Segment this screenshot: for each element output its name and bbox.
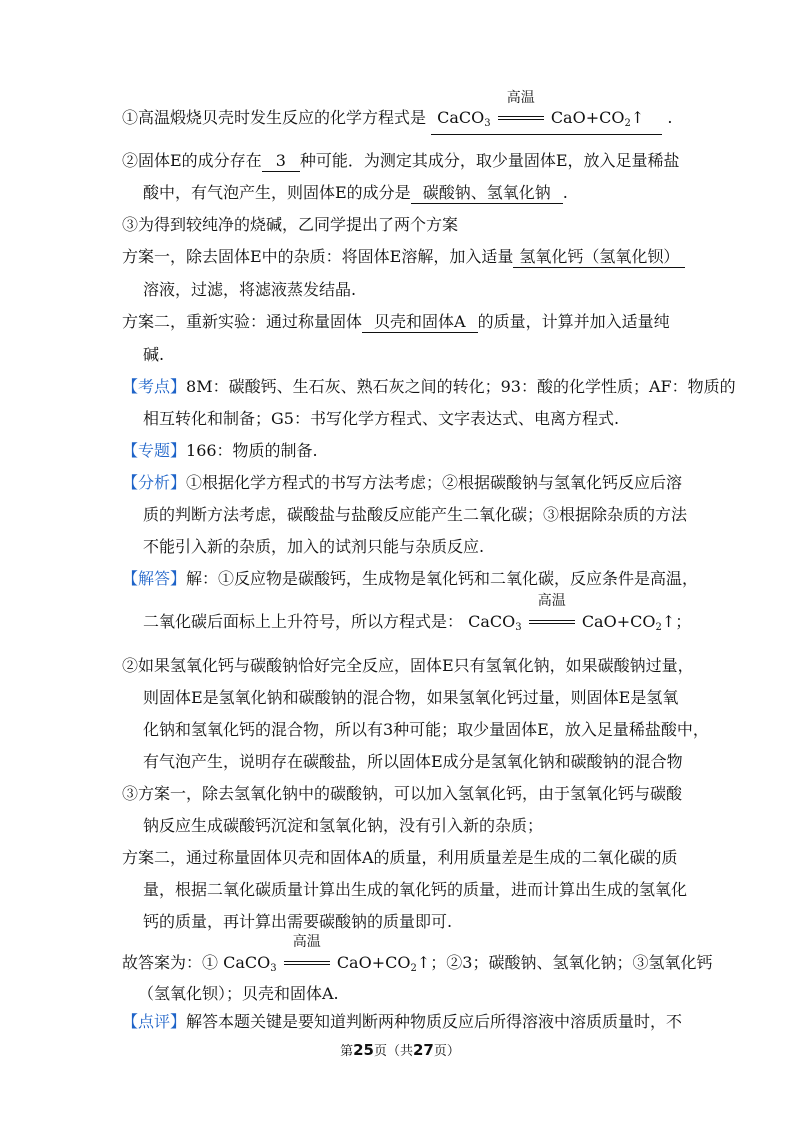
reactant-subscript: 3 [515,622,522,633]
fenxi-tag: 【分析】 [122,473,187,492]
footer-text: 页） [433,1044,460,1059]
fenxi-line-2: 质的判断方法考虑，碳酸盐与盐酸反应能产生二氧化碳；③根据除杂质的方法 [143,505,688,524]
zhuanti-line [122,440,318,462]
plan1-text: 方案一，除去固体E中的杂质：将固体E溶解，加入适量 [122,247,514,266]
jieda-eq-text: 二氧化碳后面标上上升符号，所以方程式是： [143,612,464,631]
semicolon: ； [675,612,692,631]
dianping-line [122,1011,682,1033]
plan2-text: 方案二，重新实验：通过称量固体 [122,312,363,331]
jieda-line-6: ③方案一，除去氢氧化钠中的碳酸钠，可以加入氢氧化钙，由于氢氧化钙与碳酸 [122,784,683,803]
q2-line [122,150,680,172]
kaodian-line [122,376,736,398]
reactant-subscript: 3 [270,963,277,974]
kaodian-line-2: 相互转化和制备；G5：书写化学方程式、文字表达式、电离方程式. [143,409,620,428]
answer-line-2: （氢氧化钡）；贝壳和固体A. [138,984,339,1003]
fenxi-line [122,472,682,494]
answer-blank-weigh: 贝壳和固体A [362,312,478,333]
q2-text-cont: 种可能．为测定其成分，取少量固体E，放入足量稀盐 [299,151,680,170]
reaction-condition: 高温 [537,593,566,609]
plan2-line-2: 碱. [143,345,165,364]
answer-blank-reagent: 氢氧化钙（氢氧化钡） [513,247,685,268]
answer-blank-count: 3 [262,151,300,172]
plan2-line [122,311,670,333]
answer-text-cont: ；②3；碳酸钠、氢氧化钠；③氢氧化钙 [430,953,713,972]
reactant: CaCO [437,108,485,127]
product: CaO+CO [550,108,625,127]
reactant: CaCO [223,953,271,972]
plan1-line [122,246,685,268]
jieda-line-4: 化钠和氢氧化钙的混合物，所以有3种可能；取少量固体E，放入足量稀盐酸中， [143,720,709,739]
jieda-line-8: 方案二，通过称量固体贝壳和固体A的质量，利用质量差是生成的二氧化碳的质 [122,848,678,867]
q2-text: ②固体E的成分存在 [122,151,262,170]
q2-text-2: 酸中，有气泡产生，则固体E的成分是 [143,183,411,202]
dianping-tag: 【点评】 [122,1012,187,1031]
reaction-condition: 高温 [292,934,321,950]
q2-line-2 [143,182,568,204]
reaction-condition-sign [284,934,330,974]
equals-bars [284,961,330,965]
period: . [667,108,673,127]
equals-bars [498,116,544,120]
jieda-equation-line [143,593,692,639]
kaodian-tag: 【考点】 [122,377,187,396]
q3-line: ③为得到较纯净的烧碱，乙同学提出了两个方案 [122,215,459,234]
product-subscript: 2 [655,622,662,633]
jieda-line-5: 有气泡产生，说明存在碳酸盐，所以固体E成分是氢氧化钠和碳酸钠的混合物 [143,752,683,771]
zhuanti-tag: 【专题】 [122,441,187,460]
jieda-line-7: 钠反应生成碳酸钙沉淀和氢氧化钠，没有引入新的杂质； [143,816,544,835]
reaction-condition: 高温 [506,90,535,106]
period: . [562,183,568,202]
fenxi-text: ①根据化学方程式的书写方法考虑；②根据碳酸钠与氢氧化钙反应后溶 [186,473,683,492]
answer-blank-composition: 碳酸钠、氢氧化钠 [411,183,563,204]
product-subscript: 2 [624,118,631,129]
page-footer [0,1040,800,1059]
product: CaO+CO [336,953,411,972]
total-pages: 27 [413,1041,434,1059]
reaction-condition-sign [529,593,575,633]
plan2-text-cont: 的质量，计算并加入适量纯 [477,312,670,331]
answer-text: 故答案为：① [122,953,219,972]
gas-arrow: ↑ [630,108,645,127]
answer-line [122,934,713,980]
gas-arrow: ↑ [416,953,431,972]
zhuanti-text: 166：物质的制备. [186,441,318,460]
jieda-line-3: 则固体E是氢氧化钠和碳酸钠的混合物，如果氢氧化钙过量，则固体E是氢氧 [143,688,679,707]
jieda-tag: 【解答】 [122,569,187,588]
product-subscript: 2 [410,963,417,974]
answer-blank-equation [431,90,662,135]
reaction-condition-sign [498,90,544,128]
jieda-line-10: 钙的质量，再计算出需要碳酸钠的质量即可. [143,912,453,931]
footer-text: 页（共 [373,1044,413,1059]
dianping-text: 解答本题关键是要知道判断两种物质反应后所得溶液中溶质质量时，不 [186,1012,683,1031]
jieda-line-2: ②如果氢氧化钙与碳酸钠恰好完全反应，固体E只有氢氧化钠，如果碳酸钠过量， [122,656,694,675]
product: CaO+CO [581,612,656,631]
kaodian-text: 8M：碳酸钙、生石灰、熟石灰之间的转化；93：酸的化学性质；AF：物质的 [186,377,736,396]
q1-text: ①高温煅烧贝壳时发生反应的化学方程式是 [122,108,427,127]
reactant: CaCO [468,612,516,631]
jieda-text: 解：①反应物是碳酸钙，生成物是氧化钙和二氧化碳，反应条件是高温， [186,569,699,588]
fenxi-line-3: 不能引入新的杂质，加入的试剂只能与杂质反应. [143,537,485,556]
q1-equation-line [122,90,673,135]
footer-text: 第 [340,1044,354,1059]
gas-arrow: ↑ [661,612,676,631]
jieda-line [122,568,698,590]
current-page: 25 [353,1041,374,1059]
equals-bars [529,620,575,624]
reactant-subscript: 3 [484,118,491,129]
plan1-line-2: 溶液，过滤，将滤液蒸发结晶. [143,280,357,299]
jieda-line-9: 量，根据二氧化碳质量计算出生成的氧化钙的质量，进而计算出生成的氢氧化 [143,880,688,899]
